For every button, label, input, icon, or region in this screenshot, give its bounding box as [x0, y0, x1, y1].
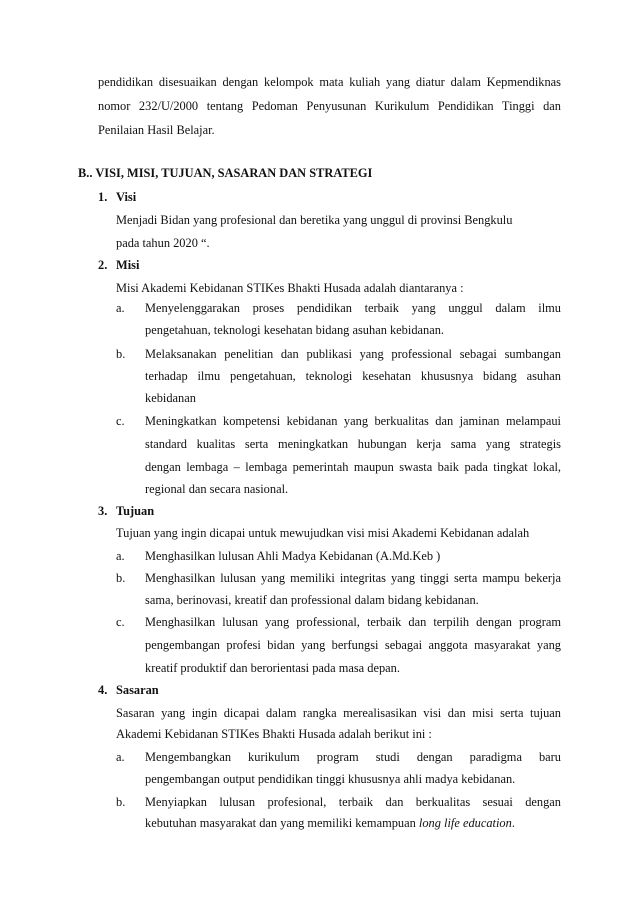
visi-title: Visi	[116, 190, 137, 204]
list-item-line: kreatif produktif dan berorientasi pada masa depan.	[145, 661, 400, 675]
paragraph-line: nomor 232/U/2000 tentang Pedoman Penyusunan Kurikulum Pendidikan Tinggi dan	[98, 99, 561, 113]
visi-line: Menjadi Bidan yang profesional dan beretika yang unggul di provinsi Bengkulu	[116, 213, 513, 227]
list-item-line: dengan lembaga – lembaga pemerintah maupun swasta baik pada tingkat lokal,	[145, 460, 561, 474]
italic-phrase: long life education	[418, 816, 512, 830]
paragraph-line: Penilaian Hasil Belajar.	[98, 123, 215, 137]
list-item-line: Menghasilkan lulusan yang memiliki integritas yang tinggi serta mampu bekerja	[145, 571, 561, 585]
list-letter: b.	[116, 571, 126, 585]
tujuan-intro: Tujuan yang ingin dicapai untuk mewujudkan visi misi Akademi Kebidanan adalah	[116, 526, 530, 540]
list-item-line: pengembangan output pendidikan tinggi khususnya ahli madya kebidanan.	[145, 772, 516, 786]
list-item-line: standard kualitas serta meningkatkan hubungan kerja sama yang strategis	[145, 437, 561, 451]
list-letter: b.	[116, 795, 126, 809]
list-item-text: kebutuhan masyarakat dan yang memiliki kemampuan	[145, 816, 419, 830]
misi-intro: Misi Akademi Kebidanan STIKes Bhakti Husada adalah diantaranya :	[116, 281, 464, 295]
list-letter: a.	[116, 750, 125, 764]
sasaran-number: 4.	[98, 683, 108, 697]
list-item-line: Melaksanakan penelitian dan publikasi yang professional sebagai sumbangan	[145, 347, 561, 361]
list-item-line: kebidanan	[145, 391, 196, 405]
list-item-line: pengembangan profesi bidan yang berfungsi sebagai anggota masyarakat yang	[145, 638, 561, 652]
list-item-line: Mengembangkan kurikulum program studi dengan paradigma baru	[145, 750, 561, 764]
tujuan-number: 3.	[98, 504, 108, 518]
list-item-line: sama, berinovasi, kreatif dan professional dalam bidang kebidanan.	[145, 593, 479, 607]
list-letter: c.	[116, 414, 125, 428]
list-item-line: Menghasilkan lulusan yang professional, terbaik dan terpilih dengan program	[145, 615, 561, 629]
sasaran-title: Sasaran	[116, 683, 159, 697]
sasaran-intro-line: Akademi Kebidanan STIKes Bhakti Husada adalah berikut ini :	[116, 727, 432, 741]
list-letter: b.	[116, 347, 126, 361]
tujuan-title: Tujuan	[116, 504, 155, 518]
misi-title: Misi	[116, 258, 140, 272]
list-letter: a.	[116, 549, 125, 563]
list-item-line	[145, 815, 515, 831]
sentence-end: .	[511, 816, 515, 830]
list-item-line: Menyiapkan lulusan profesional, terbaik dan berkualitas sesuai dengan	[145, 795, 561, 809]
section-heading: B.. VISI, MISI, TUJUAN, SASARAN DAN STRATEGI	[78, 166, 373, 180]
visi-line: pada tahun 2020 “.	[116, 236, 210, 250]
visi-number: 1.	[98, 190, 108, 204]
paragraph-line: pendidikan disesuaikan dengan kelompok mata kuliah yang diatur dalam Kepmendiknas	[98, 75, 561, 89]
list-item-line: regional dan secara nasional.	[145, 482, 289, 496]
list-letter: c.	[116, 615, 125, 629]
list-item-line: Menghasilkan lulusan Ahli Madya Kebidanan (A.Md.Keb )	[145, 549, 441, 563]
list-item-line: Meningkatkan kompetensi kebidanan yang berkualitas dan jaminan melampaui	[145, 414, 561, 428]
misi-number: 2.	[98, 258, 108, 272]
list-item-line: Menyelenggarakan proses pendidikan terbaik yang unggul dalam ilmu	[145, 301, 561, 315]
list-letter: a.	[116, 301, 125, 315]
sasaran-intro-line: Sasaran yang ingin dicapai dalam rangka merealisasikan visi dan misi serta tujuan	[116, 706, 561, 720]
list-item-line: pengetahuan, teknologi kesehatan bidang asuhan kebidanan.	[145, 323, 444, 337]
list-item-line: terhadap ilmu pengetahuan, teknologi kesehatan khususnya bidang asuhan	[145, 369, 561, 383]
